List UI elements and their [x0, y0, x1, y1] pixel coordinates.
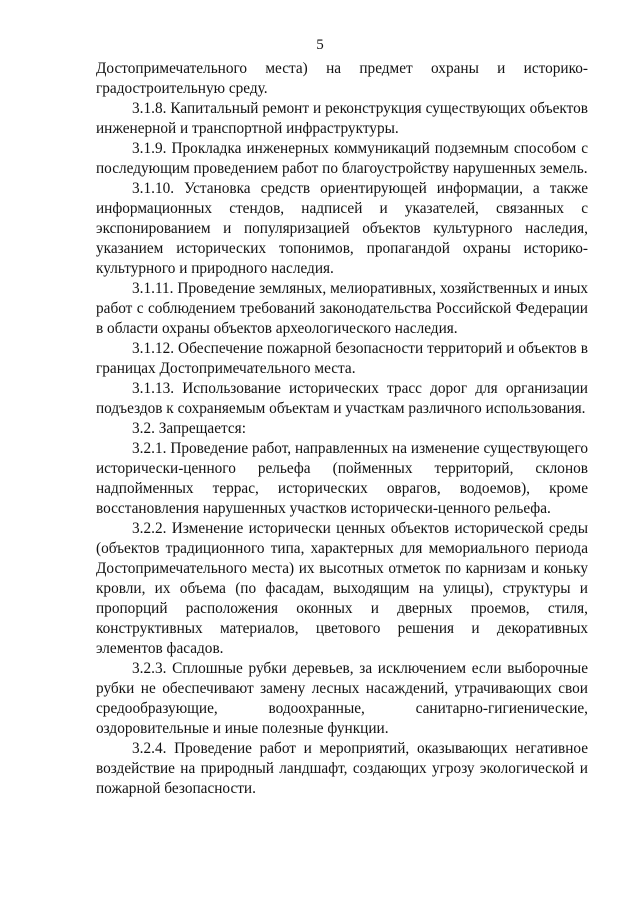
paragraph-3-1-9: 3.1.9. Прокладка инженерных коммуникаций подземным способом с последующим проведением работ по благоустройству нарушенных земель. [96, 140, 588, 177]
page-number: 5 [316, 37, 324, 53]
paragraph-continuation: Достопримечательного места) на предмет охраны и историко-градостроительную среду. [96, 60, 588, 97]
paragraph-3-1-11: 3.1.11. Проведение земляных, мелиоративных, хозяйственных и иных работ с соблюдением требований законодательства Российской Федерации в области охраны объектов археологического наследия. [96, 280, 588, 337]
document-body [96, 59, 588, 799]
paragraph-3-1-10: 3.1.10. Установка средств ориентирующей информации, а также информационных стендов, надписей и указателей, связанных с экспонированием и популяризацией объектов культурного наследия, указанием исторических топонимов, пропагандой охраны историко-культурного и природного наследия. [96, 180, 588, 277]
paragraph-3-1-13: 3.1.13. Использование исторических трасс дорог для организации подъездов к сохраняемым объектам и участкам различного использования. [96, 380, 588, 417]
paragraph-3-2-3: 3.2.3. Сплошные рубки деревьев, за исключением если выборочные рубки не обеспечивают замену лесных насаждений, утрачивающих свои средообразующие, водоохранные, санитарно-гигиенические, оздоровительные и иные полезные функции. [96, 660, 588, 737]
paragraph-3-2-4: 3.2.4. Проведение работ и мероприятий, оказывающих негативное воздействие на природный ландшафт, создающих угрозу экологической и пожарной безопасности. [96, 740, 588, 797]
paragraph-3-2: 3.2. Запрещается: [132, 420, 246, 437]
paragraph-3-2-1: 3.2.1. Проведение работ, направленных на изменение существующего исторически-ценного рельефа (пойменных территорий, склонов надпойменных террас, исторических оврагов, водоемов), кроме восстановления нарушенных участков исторически-ценного рельефа. [96, 440, 588, 517]
paragraph-3-1-12: 3.1.12. Обеспечение пожарной безопасности территорий и объектов в границах Достопримечательного места. [96, 340, 588, 377]
paragraph-3-1-8: 3.1.8. Капитальный ремонт и реконструкция существующих объектов инженерной и транспортной инфраструктуры. [96, 100, 588, 137]
paragraph-3-2-2: 3.2.2. Изменение исторически ценных объектов исторической среды (объектов традиционного типа, характерных для мемориального периода Достопримечательного места) их высотных отметок по карнизам и коньку кровли, их объема (по фасадам, выходящим на улицы), структуры и пропорций расположения оконных и дверных проемов, стиля, конструктивных материалов, цветового решения и декоративных элементов фасадов. [96, 520, 588, 657]
